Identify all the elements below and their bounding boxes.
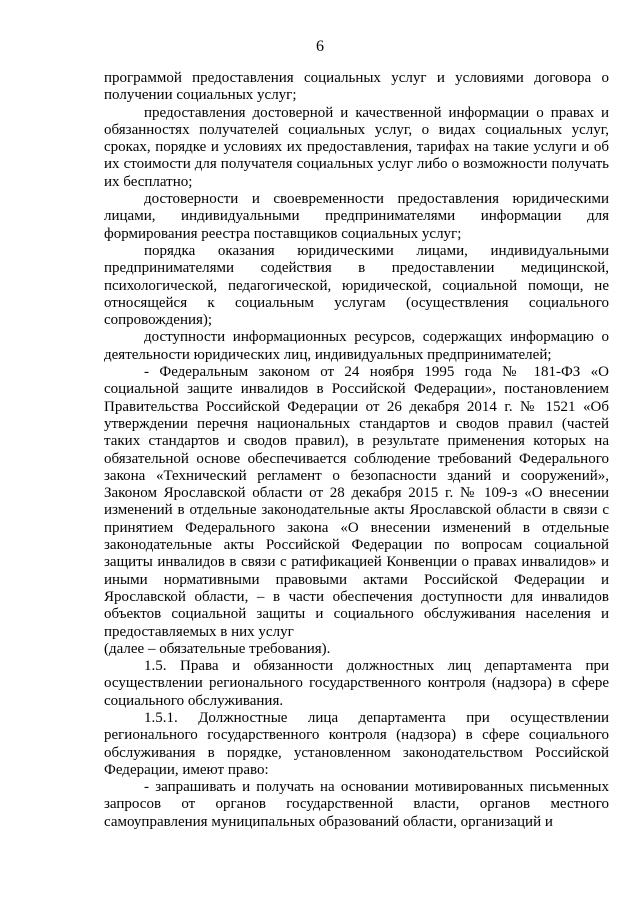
paragraph: программой предоставления социальных услуг и условиями договора о получении социальных услуг; xyxy=(104,70,609,104)
paragraph: достоверности и своевременности предоставления юридическими лицами, индивидуальными предпринимателями информации для формирования реестра поставщиков социальных услуг; xyxy=(104,191,609,242)
paragraph: 1.5.1. Должностные лица департамента при осуществлении регионального государственного контроля (надзора) в сфере социального обслуживания в порядке, установленном законодательством Российской Федерации, имеют право: xyxy=(104,709,609,778)
paragraph: (далее – обязательные требования). xyxy=(104,640,331,657)
paragraph: доступности информационных ресурсов, содержащих информацию о деятельности юридических лиц, индивидуальных предпринимателей; xyxy=(104,329,609,363)
paragraph: - Федеральным законом от 24 ноября 1995 года № 181-ФЗ «О социальной защите инвалидов в Российской Федерации», постановлением Правительства Российской Федерации от 26 декабря 2014 г. № 1521 «Об утверждении перечня национальных стандартов и сводов правил (частей таких стандартов и сводов правил), в результате применения которых на обязательной основе обеспечивается соблюдение требований Федерального закона «Технический регламент о безопасности зданий и сооружений», Законом Ярославской области от 28 декабря 2015 г. № 109-з «О внесении изменений в отдельные законодательные акты Ярославской области в связи с принятием Федерального закона «О внесении изменений в отдельные законодательные акты Российской Федерации по вопросам социальной защиты инвалидов в связи с ратификацией Конвенции о правах инвалидов» и иными нормативными правовыми актами Российской Федерации и Ярославской области, – в части обеспечения доступности для инвалидов объектов социальной защиты и социального обслуживания населения и предоставляемых в них услуг xyxy=(104,364,609,640)
paragraph: - запрашивать и получать на основании мотивированных письменных запросов от органов государственной власти, органов местного самоуправления муниципальных образований области, организаций и xyxy=(104,779,609,830)
paragraph: 1.5. Права и обязанности должностных лиц департамента при осуществлении регионального государственного контроля (надзора) в сфере социального обслуживания. xyxy=(104,658,609,709)
page-number: 6 xyxy=(316,38,324,55)
paragraph: порядка оказания юридическими лицами, индивидуальными предпринимателями содействия в предоставлении медицинской, психологической, педагогической, юридической, социальной помощи, не относящейся к социальным услугам (осуществления социального сопровождения); xyxy=(104,242,609,329)
paragraph: предоставления достоверной и качественной информации о правах и обязанностях получателей социальных услуг, о видах социальных услуг, сроках, порядке и условиях их предоставления, тарифах на такие услуги и об их стоимости для получателя социальных услуг либо о возможности получать их бесплатно; xyxy=(104,104,609,190)
document-body xyxy=(104,70,609,831)
